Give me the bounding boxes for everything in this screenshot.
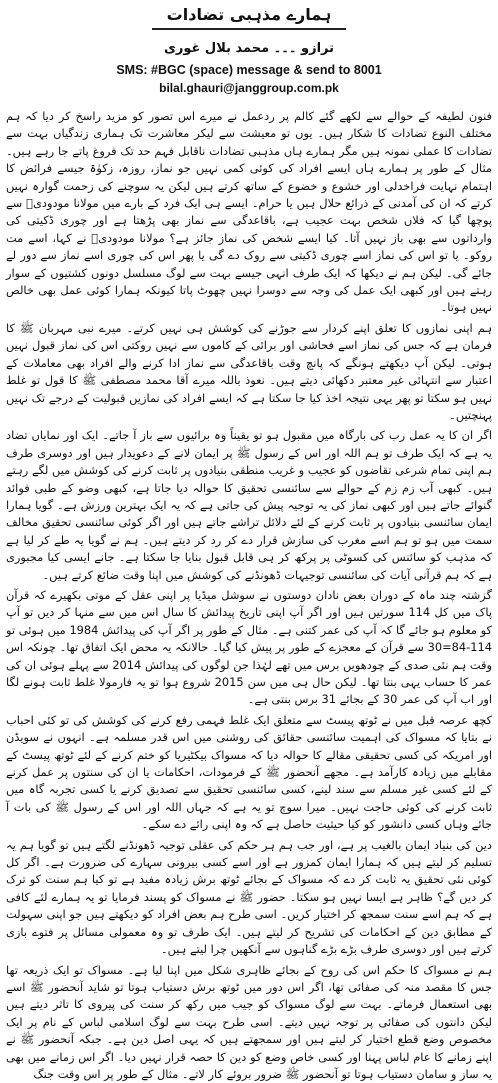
title-underline: [152, 28, 346, 30]
paragraph: ہم اپنی نمازوں کا تعلق اپنے کردار سے جوڑنے کی کوشش ہی نہیں کرتے۔ میرے نبی مہربان ﷺ کا فرمان ہے کہ جس کی نماز اسے فحاشی اور برائی کے کاموں سے نہیں روکتی اس کی نماز قبول نہیں ہوتی۔ لیکن آپ دیکھتے ہونگے کہ پانچ وقت باقاعدگی سے نماز ادا کرنے والے افراد بھی معاملات کے اعتبار سے انتہائی غیر معتبر دکھائی دیتے ہیں۔ نعوذ باللہ میرے آقا محمد مصطفی ﷺ کا قول تو غلط نہیں ہو سکتا تو پھر یہی نتیجہ اخذ کیا جا سکتا ہے کہ ایسے افراد کی نمازیں قبولیت کے درجے تک نہیں پہنچتیں۔: [6, 320, 492, 424]
column-title: ہمارے مذہبی تضادات: [0, 0, 498, 26]
paragraph: گزشتہ چند ماہ کے دوران بعض نادان دوستوں نے سوشل میڈیا پر اپنی عقل کے موتی بکھیرے کہ قرآن پاک میں کل 114 سورتیں ہیں اور اگر آپ اپنی تاریخ پیدائش کا سال اس میں سے منہا کر دیں تو آپ کو معلوم ہو جائے گا کہ آپ کی عمر کتنی ہے۔ مثال کے طور پر اگر آپ کی پیدائش 1984 میں ہوئی تو 114-84=30 سے قرآن کے معجزے کے طور پر پیش کیا گیا۔ حالانکہ یہ محض ایک اتفاق تھا۔ چونکہ اس وقت ہم نئی صدی کے چودھویں برس میں تھے لہٰذا جن لوگوں کی پیدائش 2014 سے پہلے ہوئی ان کی عمر کا حساب یہی بنتا تھا۔ لیکن حال ہی میں سن 2015 شروع ہوا تو یہ فارمولا غلط ثابت ہونے لگا اور اب آپ کی عمر 30 کے بجائے 31 برس بنتی ہے۔: [6, 587, 492, 709]
author-byline: ترازو ۔۔۔ محمد بلال غوری: [0, 40, 498, 58]
paragraph: ہم نے مسواک کا حکم اس کی روح کے بجائے ظاہری شکل میں اپنا لیا ہے۔ مسواک تو ایک ذریعہ تھا جس کا مقصد منہ کی صفائی تھا، اگر اس دور میں ٹوتھ برش دستیاب ہوتا تو شاید آنحضور ﷺ اسے بھی استعمال فرماتے۔ بہت سے لوگ مسواک کو جیب میں رکھ کر سنت کی پیروی کا تاثر دیتے ہیں لیکن دانتوں کی صفائی پر توجہ نہیں دیتے۔ اسی طرح بہت سے لوگ اسلامی لباس کے نام پر ایک مخصوص وضع قطع اختیار کر لیتے ہیں اور سمجھتے ہیں کہ یہی اصل دین ہے۔ جبکہ آنحضور ﷺ نے اپنے زمانے کا عام لباس پہنا اور کسی خاص وضع کو دین کا حصہ قرار نہیں دیا۔ اگر اس زمانے میں بھی یہ ساز و سامان دستیاب ہوتا تو آنحضور ﷺ ضرور بروئے کار لاتے۔ مثال کے طور پر اس وقت جنگ: [6, 962, 492, 1083]
paragraph: دین کی بنیاد ایمان بالغیب پر ہے، اور جب ہم ہر حکم کی عقلی توجیہ ڈھونڈنے لگتے ہیں تو گویا ہم یہ تسلیم کر لیتے ہیں کہ ہمارا ایمان کمزور ہے اور اسے کسی بیرونی سہارے کی ضرورت ہے۔ اگر کل کوئی نئی تحقیق یہ ثابت کر دے کہ مسواک کے بجائے ٹوتھ برش زیادہ مفید ہے تو کیا ہم سنت کو ترک کر دیں گے؟ ظاہر ہے ایسا نہیں ہو سکتا۔ حضور ﷺ نے مسواک کو پسند فرمایا تو یہ ہمارے لئے کافی ہے کہ ہم اسے سنت سمجھ کر اختیار کریں۔ اسی طرح ہم بعض افراد کو دیکھتے ہیں جو اپنی سہولت کے مطابق دین کے احکامات کی تشریح کر لیتے ہیں۔ ایک طرف تو وہ معمولی مسائل پر فتوے بازی کرتے ہیں اور دوسری طرف بڑے بڑے گناہوں سے آنکھیں چرا لیتے ہیں۔: [6, 837, 492, 959]
paragraph: فنون لطیفہ کے حوالے سے لکھے گئے کالم پر ردعمل نے میرے اس تصور کو مزید راسخ کر دیا کہ ہم مختلف النوع تضادات کا شکار ہیں۔ یوں تو معیشت سے لیکر معاشرت تک ہماری زندگیاں بہت سے تضادات کا عملی نمونہ ہیں مگر ہمارے ہاں مذہبی تضادات ناقابل فہم حد تک فروغ پاتے جا رہے ہیں۔ مثال کے طور پر ہمارے ہاں ایسے افراد کی کوئی کمی نہیں جو نماز، روزہ، زکوٰۃ جیسے فرائض کا اہتمام نہایت فراخدلی اور خشوع و خضوع کے ساتھ کرتے ہیں لیکن یہ سوچنے کی زحمت گوارہ نہیں کرتے کہ ان کی آمدنی کے ذرائع حلال ہیں یا حرام۔ ایسے ہی ایک فرد کے بارے میں مولانا مودودیؒ سے پوچھا گیا کہ فلاں شخص بہت عجیب ہے، باقاعدگی سے نماز بھی پڑھتا ہے اور چوری ڈکیتی کی وارداتوں سے بھی باز نہیں آتا۔ کیا ایسے شخص کی نماز جائز ہے؟ مولانا مودودیؒ نے کہا، اسے مت روکو۔ یا تو اس کی نماز اسے چوری ڈکیتی سے روک دے گی یا پھر اس کی چوری اسے نماز سے دور لے جائے گی۔ لیکن ہم نے دیکھا کہ ایک طرف انہی جیسے بہت سے لوگ مسلسل دونوں کشتیوں کے سوار رہتے ہیں اور کبھی ایک عمل کی وجہ سے دوسرا نہیں چھوٹ پاتا کیونکہ ہمارا کوئی عمل بھی خالص نہیں ہوتا۔: [6, 108, 492, 317]
column-body: [0, 104, 498, 966]
author-email: bilal.ghauri@janggroup.com.pk: [0, 80, 498, 96]
paragraph: اگر ان کا یہ عمل رب کی بارگاہ میں مقبول ہو تو یقیناً وہ برائیوں سے باز آ جاتے۔ ایک اور نمایاں تضاد یہ ہے کہ ایک طرف تو ہم اللہ اور اس کے رسول ﷺ پر ایمان لانے کے دعویدار ہیں اور دوسری طرف ہم اپنی تمام شرعی تقاضوں کو عجیب و غریب منطقی بنیادوں پر ثابت کرنے کی کوشش میں لگے رہتے ہیں۔ کبھی آب زم زم کے حوالے سے سائنسی تحقیق کا حوالہ دیا جاتا ہے، کبھی وضو کے طبی فوائد گنوائے جاتے ہیں اور کبھی نماز کی یہ توجیہ پیش کی جاتی ہے کہ یہ ایک بہترین ورزش ہے۔ گویا ہمارا ایمان سائنسی بنیادوں پر ثابت کرنے کے لئے دلائل تراشے جاتے ہیں اور اگر کوئی سائنسی تحقیق مخالف سمت میں ہو تو ہم اسے مغرب کی سازش قرار دے کر رد کر دیتے ہیں۔ ہم نے گویا یہ طے کر لیا ہے کہ مذہب کو سائنس کی کسوٹی پر پرکھ کر ہی قابل قبول بنایا جا سکتا ہے۔ جانے ایسی کیا مجبوری ہے کہ ہم قرآنی آیات کی سائنسی توجیہات ڈھونڈنے کی کوشش میں اپنا وقت ضائع کرتے ہیں۔: [6, 427, 492, 584]
paragraph: کچھ عرصہ قبل میں نے ٹوتھ پیسٹ سے متعلق ایک غلط فہمی رفع کرنے کی کوشش کی تو کئی احباب نے بتایا کہ مسواک کی اہمیت سائنسی حقائق کی روشنی میں اس قدر مسلمہ ہے۔ انہوں نے سویڈن اور امریکہ کی کسی تحقیقی مقالے کا حوالہ دیا کہ مسواک بیکٹیریا کو ختم کرنے کے لئے ٹوتھ پیسٹ کے مقابلے میں زیادہ کارآمد ہے۔ مجھے آنحضور ﷺ کے فرمودات، احکامات یا ان کی سنتوں پر عمل کرنے کے لئے کسی غیر مسلم سے سند لینے، کسی سائنسی تحقیق سے تصدیق کرنے یا کسی تجربہ گاہ میں ثابت کرنے کی کوئی حاجت نہیں۔ میرا سوچ تو یہ ہے کہ جہاں اللہ اور اس کے رسول ﷺ کی بات آ جائے وہاں کسی دانشور کو کیا حیثیت حاصل ہے کہ وہ اپنی رائے دے سکے۔: [6, 712, 492, 834]
sms-instructions: SMS: #BGC (space) message & send to 8001: [0, 62, 498, 78]
